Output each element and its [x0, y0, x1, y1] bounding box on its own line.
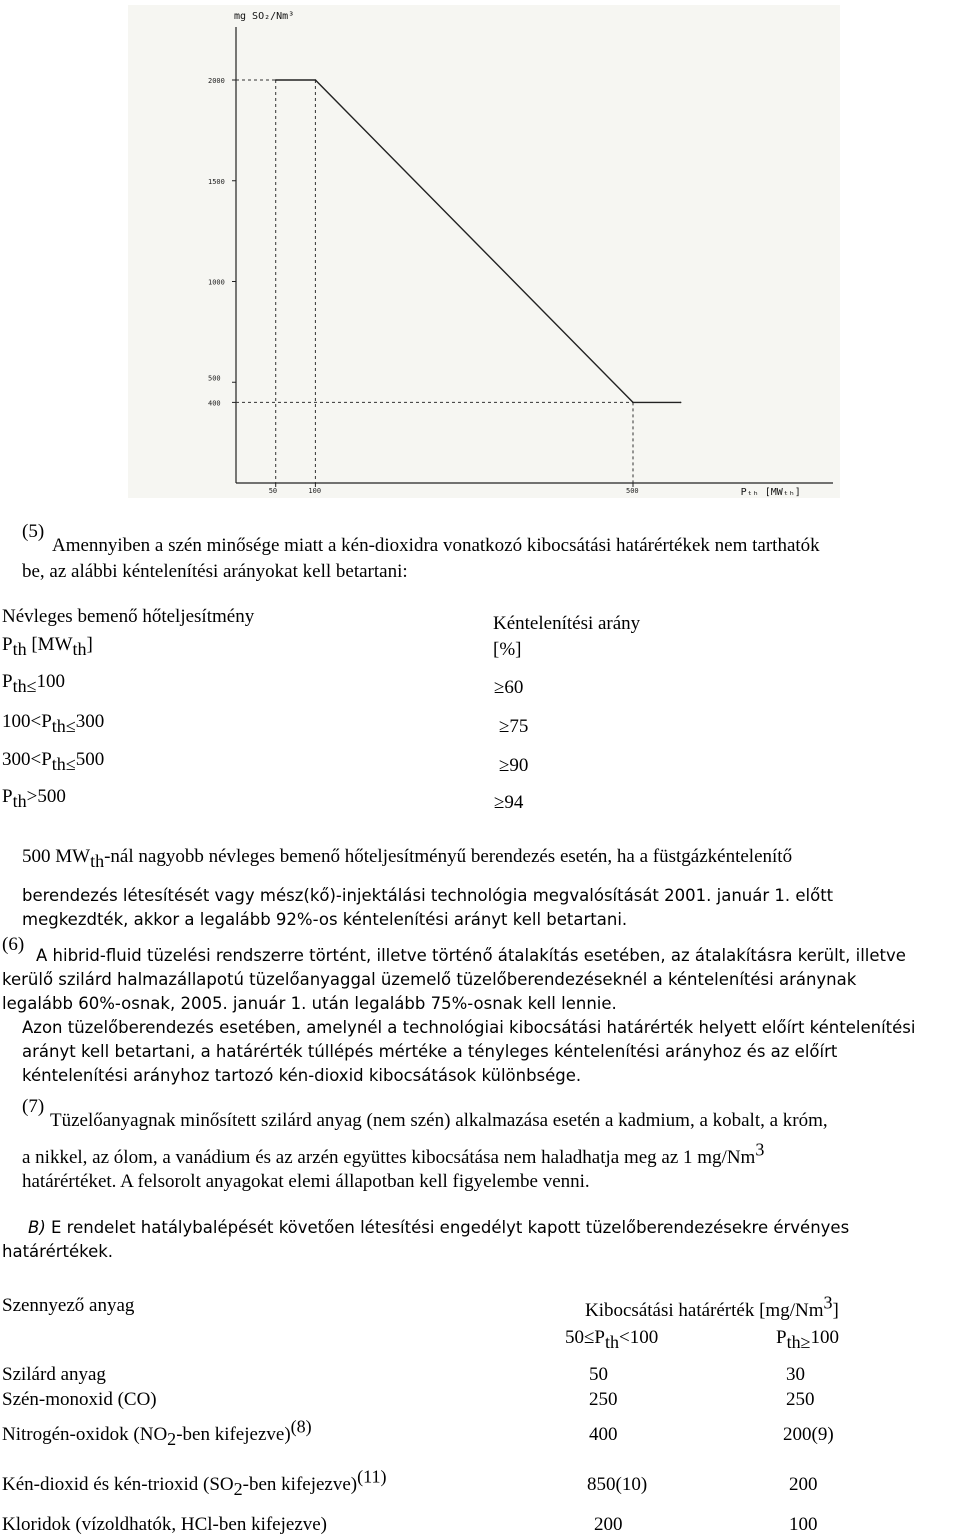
para7-line1: Tüzelőanyagnak minősített szilárd anyag (nem szén) alkalmazása esetén a kadmium, a kobalt, a króm, [50, 1110, 828, 1131]
limits-row-v1: 850(10) [587, 1474, 648, 1495]
series-point [275, 79, 277, 81]
desulf-row-label: $P_{th}>500$ [2, 786, 66, 811]
y-tick-label: 1500 [208, 177, 225, 186]
para7-number: (7) [22, 1096, 45, 1117]
para-azon-line1: Azon tüzelőberendezés esetében, amelynél a technológiai kibocsátási határérték helyett előírt kéntelenítési [22, 1018, 916, 1037]
series-point [632, 402, 634, 404]
desulf-row-label: $300<P_{th\le}500$ [2, 749, 105, 774]
desulf-col1-unit: $P_{th}$ $[MW_{th}]$ [2, 634, 93, 659]
note500-line1: 500 $MW_{th}$-nál nagyobb névleges bemenő hőteljesítményű berendezés esetén, ha a füstgázkéntelenítő [22, 846, 793, 871]
para6-number: (6) [2, 934, 25, 955]
para-azon-line3: kéntelenítési arányhoz tartozó kén-dioxid kibocsátások különbsége. [22, 1066, 582, 1085]
limits-row-v2: 250 [786, 1389, 815, 1410]
desulf-row-value: ≥60 [494, 677, 524, 698]
para5-line1: Amennyiben a szén minősége miatt a kén-dioxidra vonatkozó kibocsátási határértékek nem tarthatók [52, 535, 820, 556]
desulf-row-value: ≥90 [499, 755, 529, 776]
limits-row-name: Szén-monoxid (CO) [2, 1389, 157, 1410]
para6-line2: kerülő szilárd halmazállapotú tüzelőanyaggal üzemelő tüzelőberendezéseknél a kéntelenítési aránynak [2, 970, 857, 989]
sectionB-line1: B) E rendelet hatálybalépését követően létesítési engedélyt kapott tüzelőberendezésekre érvényes [28, 1218, 850, 1237]
x-tick-label: 100 [308, 487, 322, 495]
limits-row-v2: 30 [786, 1364, 805, 1385]
para5-line2: be, az alábbi kéntelenítési arányokat kell betartani: [22, 561, 408, 582]
limits-row-name: Nitrogén-oxidok ($NO_2$-ben kifejezve)$^{(8)}$ [2, 1416, 312, 1449]
desulf-row-label: $P_{th\le}100$ [2, 671, 65, 696]
desulf-col2-header: Kéntelenítési arány [493, 613, 641, 634]
y-tick-label: 500 [208, 374, 221, 383]
limits-subheader-a: $50\le P_{th}<100$ [565, 1327, 659, 1352]
series-point [680, 402, 682, 404]
limits-row-v1: 50 [589, 1364, 608, 1385]
x-axis-label: Pₜₕ [MWₜₕ] [740, 487, 801, 498]
limits-row-v1: 250 [589, 1389, 618, 1410]
desulf-row-value: ≥94 [494, 792, 524, 813]
series-line [276, 80, 681, 402]
para-azon-line2: arányt kell betartani, a határérték túllépés mértéke a tényleges kéntelenítési arányhoz és az előírt [22, 1042, 838, 1061]
desulf-col1-header: Névleges bemenő hőteljesítmény [2, 606, 255, 627]
desulf-row-label: $100<P_{th\le}300$ [2, 711, 105, 736]
sectionB-label: B) [28, 1218, 46, 1237]
limits-row-name: Kén-dioxid és kén-trioxid ($SO_2$-ben kifejezve)$^{(11)}$ [2, 1466, 387, 1499]
x-tick-label: 50 [268, 487, 278, 495]
limits-row-v1: 400 [589, 1424, 618, 1445]
series-point [315, 79, 317, 81]
note500-line3: megkezdték, akkor a legalább 92%-os kéntelenítési arányt kell betartani. [22, 910, 628, 929]
desulf-row-value: ≥75 [499, 716, 529, 737]
para5-number: (5) [22, 521, 45, 542]
para7-line3: határértéket. A felsorolt anyagokat elemi állapotban kell figyelembe venni. [22, 1171, 590, 1192]
limits-row-v2: 200 [789, 1474, 818, 1495]
chart-svg [128, 5, 840, 498]
y-tick-label: 1000 [208, 278, 225, 287]
para6-line3: legalább 60%-osnak, 2005. január 1. után legalább 75%-osnak kell lennie. [2, 994, 617, 1013]
emission-limit-chart [128, 5, 840, 498]
limits-row-name: Kloridok (vízoldhatók, HCl-ben kifejezve) [2, 1514, 328, 1535]
limits-row-v2: 200(9) [783, 1424, 834, 1445]
limits-subheader-b: $P_{th\ge}100$ [776, 1327, 839, 1352]
limits-row-name: Szilárd anyag [2, 1364, 106, 1385]
limits-row-v1: 200 [594, 1514, 623, 1535]
sectionB-line2: határértékek. [2, 1242, 114, 1261]
x-tick-label: 500 [626, 487, 639, 495]
desulf-col2-unit: [%] [493, 639, 522, 660]
y-tick-label: 2000 [208, 77, 225, 85]
note500-line2: berendezés létesítését vagy mész(kő)-injektálási technológia megvalósítását 2001. január 1. előtt [22, 886, 834, 905]
limits-col2-header: Kibocsátási határérték [mg/Nm$^3$] [585, 1292, 839, 1321]
limits-col1-header: Szennyező anyag [2, 1295, 135, 1316]
y-tick-label: 400 [208, 399, 221, 408]
para6-line1: A hibrid-fluid tüzelési rendszerre történt, illetve történő átalakítás esetében, az átalakításra került, illetve [36, 946, 906, 965]
y-axis-label: mg SO₂/Nm³ [234, 11, 295, 22]
limits-row-v2: 100 [789, 1514, 818, 1535]
para7-line2: a nikkel, az ólom, a vanádium és az arzén együttes kibocsátása nem haladhatja meg az 1 mg/Nm$^3$ [22, 1139, 765, 1168]
